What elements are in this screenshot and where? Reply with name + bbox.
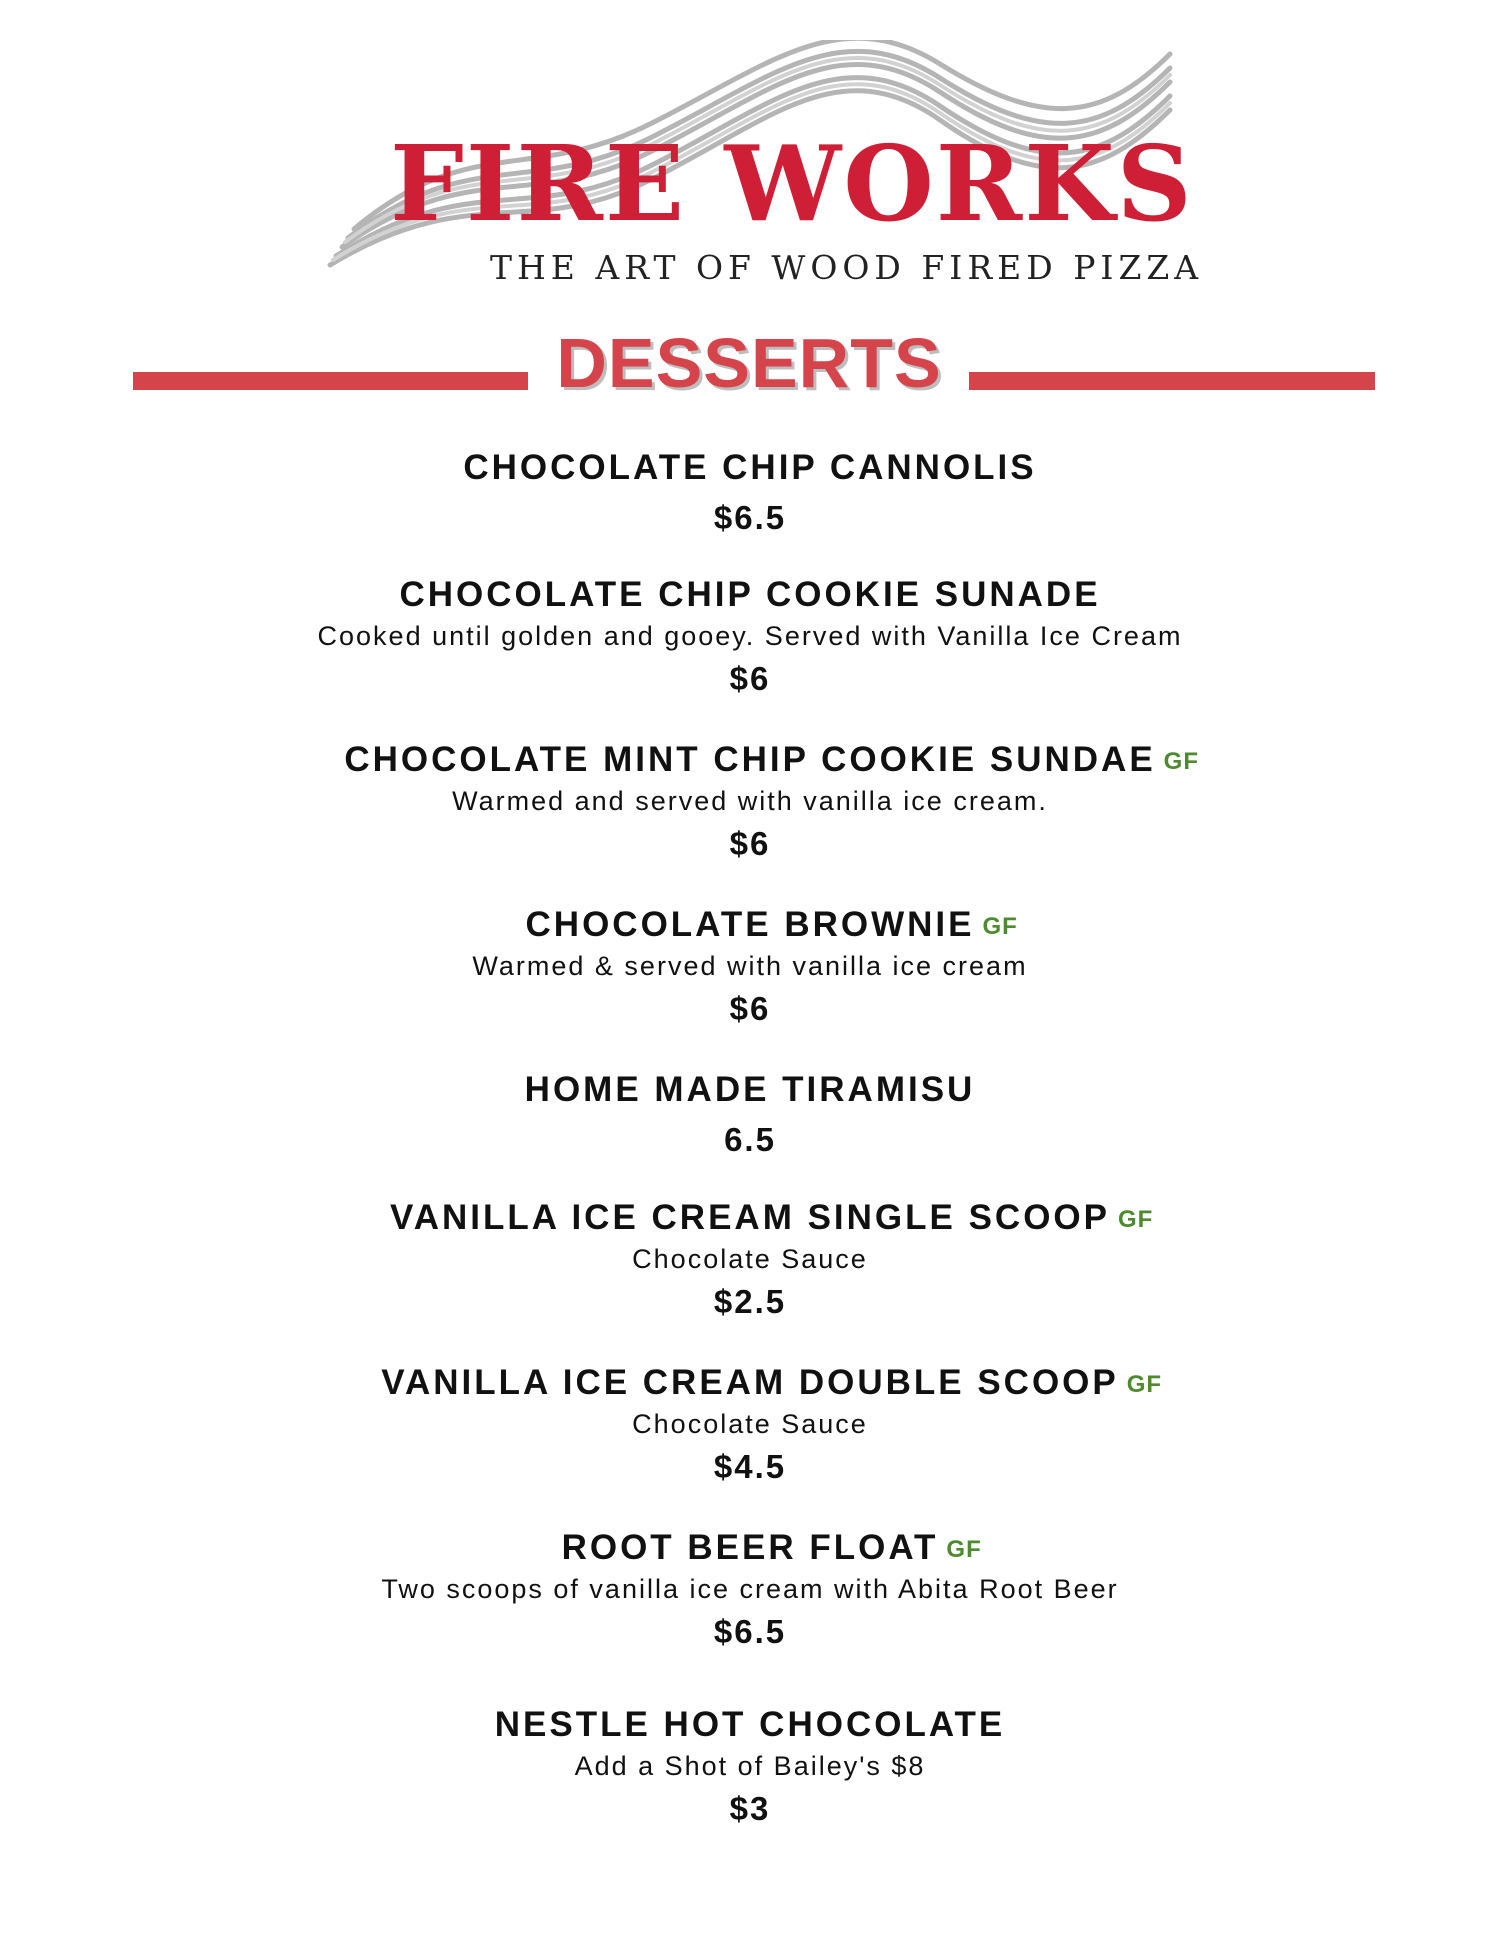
item-description: Warmed and served with vanilla ice cream. [452, 786, 1048, 816]
item-description: Two scoops of vanilla ice cream with Abita Root Beer [381, 1574, 1119, 1604]
item-price: $6 [729, 825, 771, 862]
item-price: $2.5 [713, 1283, 787, 1320]
item-price: $3 [729, 1790, 771, 1827]
gluten-free-badge: GF [1126, 1371, 1163, 1398]
section-title: DESSERTS [556, 324, 942, 402]
item-name: HOME MADE TIRAMISU [524, 1070, 976, 1109]
item-name: CHOCOLATE MINT CHIP COOKIE SUNDAE GF [344, 738, 1155, 782]
gluten-free-badge: GF [946, 1536, 982, 1563]
menu-item-mint-chip-sundae [0, 738, 1500, 866]
item-description: Chocolate Sauce [632, 1409, 868, 1439]
menu-item-tiramisu [0, 1068, 1500, 1162]
item-price: $6 [729, 990, 771, 1027]
menu-item-double-scoop [0, 1361, 1500, 1489]
item-description: Chocolate Sauce [632, 1244, 868, 1274]
menu-item-hot-chocolate [0, 1703, 1500, 1831]
gluten-free-badge: GF [982, 913, 1018, 940]
item-price: $6.5 [713, 499, 787, 536]
menu-item-cookie-sunade [0, 573, 1500, 701]
item-name: CHOCOLATE BROWNIE GF [526, 903, 975, 947]
item-name: CHOCOLATE CHIP CANNOLIS [463, 448, 1037, 487]
item-price: $6 [729, 660, 771, 697]
menu-item-root-beer-float [0, 1526, 1500, 1654]
gluten-free-badge: GF [1163, 748, 1199, 775]
item-price: 6.5 [724, 1121, 776, 1158]
brand-name: FIRE WORKS [390, 122, 1194, 245]
item-name: VANILLA ICE CREAM SINGLE SCOOP GF [390, 1196, 1110, 1240]
gluten-free-badge: GF [1118, 1206, 1154, 1233]
item-description: Warmed & served with vanilla ice cream [472, 951, 1028, 981]
menu-item-brownie [0, 903, 1500, 1031]
item-description: Add a Shot of Bailey's $8 [574, 1751, 926, 1781]
item-price: $6.5 [713, 1613, 787, 1650]
item-name: CHOCOLATE CHIP COOKIE SUNADE [399, 575, 1101, 614]
menu-item-single-scoop [0, 1196, 1500, 1324]
item-price: $4.5 [713, 1448, 787, 1485]
item-name: VANILLA ICE CREAM DOUBLE SCOOP GF [381, 1361, 1119, 1405]
item-description: Cooked until golden and gooey. Served with Vanilla Ice Cream [317, 621, 1183, 651]
brand-tagline: THE ART OF WOOD FIRED PIZZA [490, 248, 1204, 287]
item-name: NESTLE HOT CHOCOLATE [494, 1705, 1006, 1744]
menu-item-cannolis [0, 446, 1500, 540]
item-name: ROOT BEER FLOAT GF [562, 1526, 939, 1570]
